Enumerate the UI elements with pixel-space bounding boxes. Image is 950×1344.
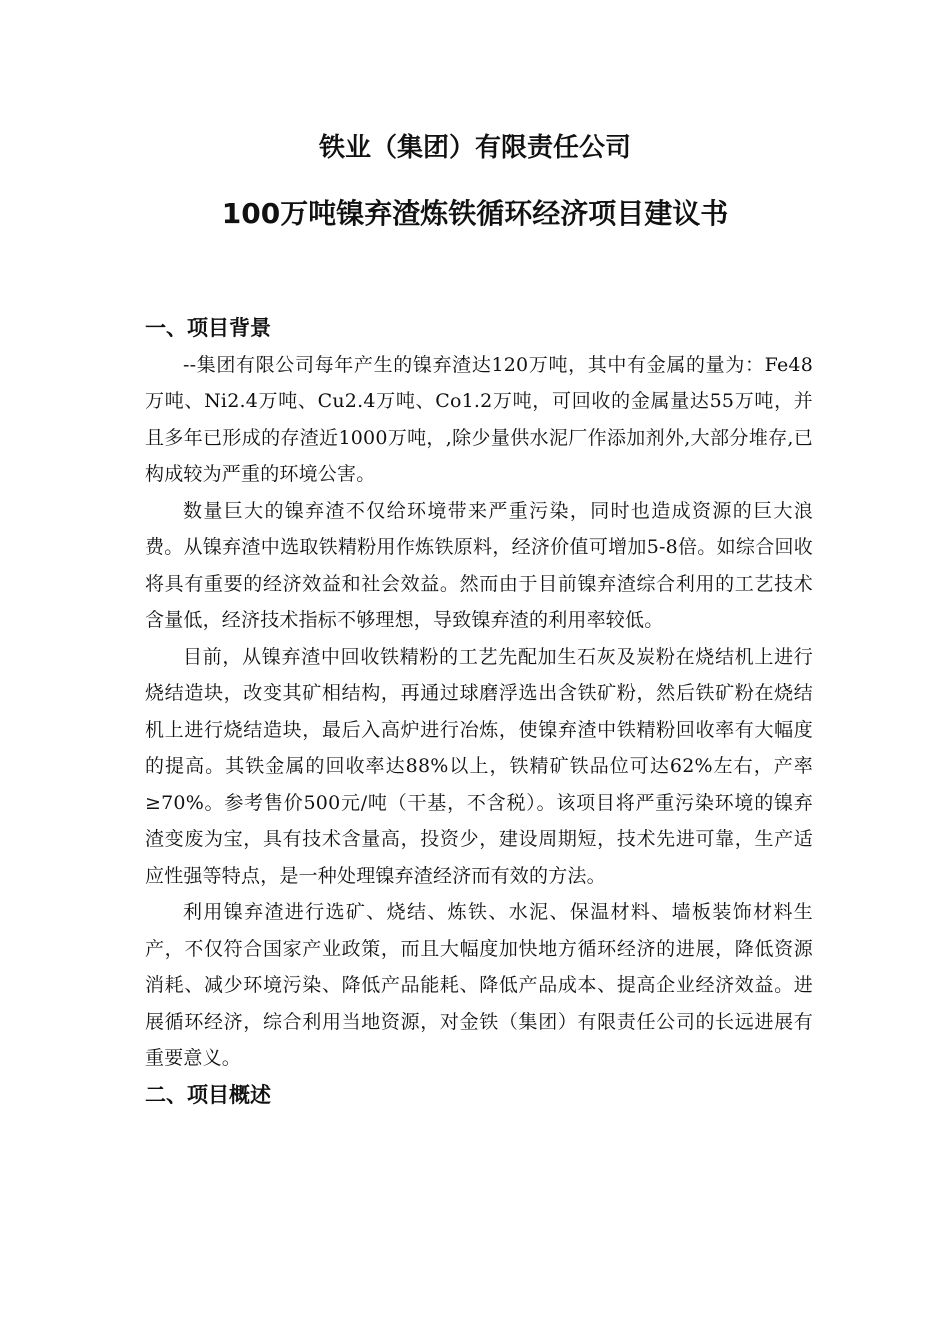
company-title: 铁业（集团）有限责任公司 bbox=[318, 133, 631, 163]
body-paragraph: 利用镍弃渣进行选矿、烧结、炼铁、水泥、保温材料、墙板装饰材料生产，不仅符合国家产业政策，而且大幅度加快地方循环经济的进展，降低资源消耗、减少环境污染、降低产品能耗、降低产品成本、提高企业经济效益。进展循环经济，综合利用当地资源，对金铁（集团）有限责任公司的长远进展有重要意义。 bbox=[145, 901, 813, 1069]
section-heading: 二、项目概述 bbox=[145, 1082, 271, 1107]
section-heading: 一、项目背景 bbox=[145, 316, 271, 340]
section-background bbox=[145, 310, 813, 1077]
section-overview bbox=[145, 1077, 813, 1114]
body-paragraph: 目前，从镍弃渣中回收铁精粉的工艺先配加生石灰及炭粉在烧结机上进行烧结造块，改变其矿相结构，再通过球磨浮选出含铁矿粉，然后铁矿粉在烧结机上进行烧结造块，最后入高炉进行冶炼，使镍弃渣中铁精粉回收率有大幅度的提高。其铁金属的回收率达88%以上，铁精矿铁品位可达62%左右，产率≥70%。参考售价500元/吨（干基，不含税）。该项目将严重污染环境的镍弃渣变废为宝，具有技术含量高，投资少，建设周期短，技术先进可靠，生产适应性强等特点，是一种处理镍弃渣经济而有效的方法。 bbox=[145, 645, 813, 887]
project-title: 100万吨镍弃渣炼铁循环经济项目建议书 bbox=[221, 197, 729, 230]
document-body bbox=[145, 310, 813, 1113]
body-paragraph: 数量巨大的镍弃渣不仅给环境带来严重污染，同时也造成资源的巨大浪费。从镍弃渣中选取铁精粉用作炼铁原料，经济价值可增加5-8倍。如综合回收将具有重要的经济效益和社会效益。然而由于目前镍弃渣综合利用的工艺技术含量低，经济技术指标不够理想，导致镍弃渣的利用率较低。 bbox=[145, 499, 813, 631]
body-paragraph: --集团有限公司每年产生的镍弃渣达120万吨，其中有金属的量为：Fe48万吨、Ni2.4万吨、Cu2.4万吨、Co1.2万吨，可回收的金属量达55万吨，并且多年已形成的存渣近1000万吨，,除少量供水泥厂作添加剂外,大部分堆存,已构成较为严重的环境公害。 bbox=[145, 353, 813, 485]
